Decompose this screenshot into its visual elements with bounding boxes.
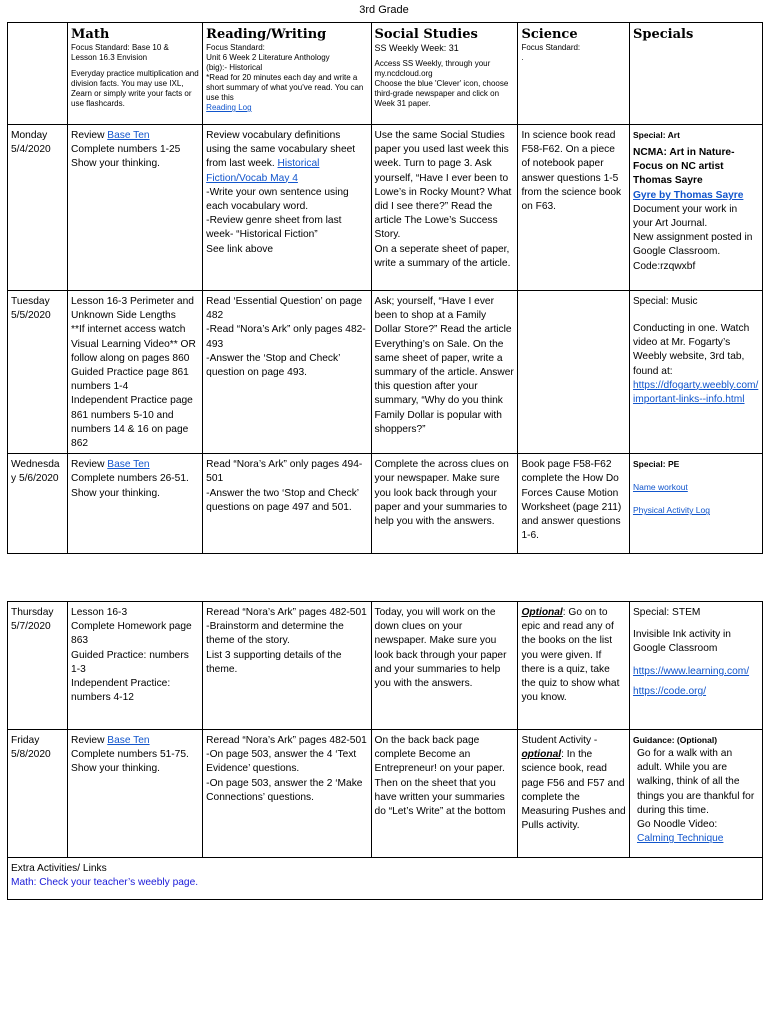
math-practice-note: Everyday practice multiplication and division facts. You may use IXL, Zearn or simply write your facts or use flashcards. <box>71 69 199 108</box>
social-task: Complete the across clues on your newspaper. Make sure you look back through your paper and your summaries to help you with the answers. <box>374 459 509 528</box>
specials-title: Specials <box>632 27 694 42</box>
historical-fiction-vocab-link[interactable]: Historical Fiction/Vocab May 4 <box>206 158 320 184</box>
social-cell-monday <box>371 125 518 291</box>
math-task: Show your thinking. <box>71 487 160 499</box>
reading-task: -Review genre sheet from last week- “Historical Fiction” <box>206 215 342 241</box>
math-task: Complete numbers 26-51. <box>71 473 189 485</box>
specials-task: Conducting in one. Watch video at Mr. Fogarty’s Weebly website, 3rd tab, found at: <box>632 323 750 377</box>
reading-task: Read “Nora’s Ark” only pages 494-501 <box>206 459 363 485</box>
table-row-tuesday <box>8 291 763 454</box>
reading-task: Reread “Nora’s Ark” pages 482-501 <box>206 735 367 746</box>
reading-task: -Answer the two ‘Stop and Check’ questions on page 497 and 501. <box>206 487 359 513</box>
social-task: On a seperate sheet of paper, write a summary of the article. <box>374 243 511 269</box>
extra-activities-title: Extra Activities/ Links <box>11 863 107 874</box>
day-name: Monday <box>11 130 48 141</box>
social-cell-tuesday <box>371 291 518 454</box>
extra-math-note: Math: Check your teacher’s weebly page. <box>11 877 199 889</box>
table-row-monday <box>8 125 763 291</box>
math-task: Complete Homework page 863 <box>71 621 192 647</box>
base-ten-link[interactable]: Base Ten <box>107 459 150 471</box>
specials-task: New assignment posted in Google Classroom. Code:rzqwxbf <box>632 232 753 272</box>
base-ten-link[interactable]: Base Ten <box>107 130 150 141</box>
day-date: 5/5/2020 <box>11 310 51 322</box>
science-standard: Focus Standard: <box>521 43 581 52</box>
specials-task: Go for a walk with an adult. While you are walking, think of all the things you are thankful for during this time. <box>636 748 755 816</box>
social-week: SS Weekly Week: 31 <box>374 43 459 53</box>
reading-header <box>203 23 371 125</box>
math-task: Guided Practice page 861 numbers 1-4 <box>71 367 189 393</box>
specials-cell-friday <box>629 730 762 858</box>
day-date: 5/6/2020 <box>18 473 59 485</box>
science-task: Student Activity - <box>521 735 598 746</box>
social-header <box>371 23 518 125</box>
learning-com-link[interactable]: https://www.learning.com/ <box>632 665 750 677</box>
reading-task: -On page 503, answer the 2 ‘Make Connections’ questions. <box>206 777 363 803</box>
math-cell-monday <box>68 125 203 291</box>
fogarty-weebly-link[interactable]: https://dfogarty.weebly.com/important-links--info.html <box>632 379 759 406</box>
math-cell-thursday <box>68 602 203 730</box>
math-lesson: Lesson 16.3 Envision <box>71 53 148 62</box>
social-cell-thursday <box>371 602 518 730</box>
social-access: Access SS Weekly, through your my.ncdcloud.org <box>374 59 491 78</box>
math-task: Show your thinking. <box>71 763 160 775</box>
social-task: Then on the sheet that you have written your summaries do “Let’s Write” at the bottom <box>374 777 506 818</box>
reading-cell-monday <box>203 125 371 291</box>
reading-task: Reread “Nora’s Ark” pages 482-501 <box>206 607 367 618</box>
science-cell-monday <box>518 125 630 291</box>
reading-task: Review vocabulary definitions using the same vocabulary sheet from last week. <box>206 130 356 170</box>
social-title: Social Studies <box>374 27 478 42</box>
science-cell-thursday <box>518 602 630 730</box>
calming-technique-link[interactable]: Calming Technique <box>636 833 724 845</box>
specials-cell-wednesday <box>629 454 762 554</box>
reading-task: List 3 supporting details of the theme. <box>206 649 342 675</box>
reading-task: Read ‘Essential Question’ on page 482 <box>206 296 363 322</box>
social-task: On the back back page complete Become an Entrepreneur! on your paper. <box>374 735 505 775</box>
day-name: Tuesday <box>11 296 50 307</box>
specials-label: Special: PE <box>632 459 680 470</box>
social-instructions: Choose the blue 'Clever' icon, choose third-grade newspaper and click on Week 31 paper. <box>374 79 509 108</box>
math-task: Lesson 16-3 <box>71 607 128 618</box>
reading-note: *Read for 20 minutes each day and write a short summary of what you've read. You can use this <box>206 73 364 102</box>
math-cell-tuesday <box>68 291 203 454</box>
day-date: 5/4/2020 <box>11 144 51 156</box>
reading-log-link[interactable]: Reading Log <box>206 103 252 112</box>
math-standard: Focus Standard: Base 10 & <box>71 43 169 52</box>
math-task: Guided Practice: numbers 1-3 <box>71 649 189 675</box>
reading-task: -On page 503, answer the 4 ‘Text Evidence’ questions. <box>206 749 357 775</box>
day-cell-thursday <box>8 602 68 730</box>
specials-task: Document your work in your Art Journal. <box>632 203 738 230</box>
math-header <box>68 23 203 125</box>
science-header <box>518 23 630 125</box>
science-cell-wednesday <box>518 454 630 554</box>
specials-title: NCMA: Art in Nature- Focus on NC artist Thomas Sayre <box>632 147 735 187</box>
reading-standard: Focus Standard: <box>206 43 265 52</box>
math-task: Independent Practice: numbers 4-12 <box>71 678 171 704</box>
corner-cell <box>8 23 68 125</box>
social-task: Ask; yourself, “Have I ever been to shop at a Family Dollar Store?” Read the article Everything’s on Sale. On the same sheet of paper, write a summary of the article. Answer this question after your summary, “Why do you think Family Dollar is popular with shoppers?” <box>374 296 514 435</box>
extra-activities-row <box>8 858 763 900</box>
physical-activity-log-link[interactable]: Physical Activity Log <box>632 505 710 516</box>
specials-label: Special: Music <box>632 296 698 307</box>
reading-task: -Read “Nora’s Ark” only pages 482-493 <box>206 324 366 350</box>
table-row-thursday <box>8 602 763 730</box>
reading-genre: (big):- Historical <box>206 63 263 72</box>
reading-task: -Brainstorm and determine the theme of the story. <box>206 621 344 647</box>
math-cell-friday <box>68 730 203 858</box>
page-title: 3rd Grade <box>359 4 409 16</box>
social-cell-wednesday <box>371 454 518 554</box>
science-cell-tuesday <box>518 291 630 454</box>
social-task: Today, you will work on the down clues on your newspaper. Make sure you look back through your paper and your summaries to help you with the answers. <box>374 607 507 690</box>
reading-unit: Unit 6 Week 2 Literature Anthology <box>206 53 330 62</box>
social-task: Use the same Social Studies paper you used last week this week. Turn to page 3. Ask yourself, “Have I ever been to Lowe’s in Rocky Mount? What did I see there?” Read the article The Lowe’s Success Story. <box>374 130 512 241</box>
gyre-link[interactable]: Gyre by Thomas Sayre <box>632 189 744 201</box>
header-row <box>8 23 763 125</box>
reading-cell-friday <box>203 730 371 858</box>
science-task: In science book read F58-F62. On a piece of notebook paper answer questions 1-5 from the science book on F63. <box>521 130 622 213</box>
specials-header <box>629 23 762 125</box>
science-task: : In the science book, read page F56 and F57 and complete the Measuring Pushes and Pulls activity. <box>521 749 626 832</box>
reading-task: See link above <box>206 243 274 255</box>
day-cell-monday <box>8 125 68 291</box>
base-ten-link[interactable]: Base Ten <box>107 735 150 746</box>
reading-cell-tuesday <box>203 291 371 454</box>
science-task: : Go on to epic and read any of the books on the list you were given. If there is a quiz, take the quiz to show what you know. <box>521 607 620 704</box>
social-cell-friday <box>371 730 518 858</box>
specials-label: Guidance: (Optional) <box>632 735 718 745</box>
science-title: Science <box>521 27 578 42</box>
math-task: Complete numbers 1-25 <box>71 144 181 156</box>
specials-cell-monday <box>629 125 762 291</box>
reading-title: Reading/Writing <box>206 27 327 42</box>
math-task: **If internet access watch Visual Learning Video** OR follow along on pages 860 <box>71 324 196 364</box>
lesson-plan-table-top <box>7 22 763 554</box>
reading-task: -Answer the ‘Stop and Check’ question on page 493. <box>206 352 340 379</box>
specials-label: Special: STEM <box>632 607 701 618</box>
reading-task: -Write your own sentence using each vocabulary word. <box>206 186 349 213</box>
day-cell-tuesday <box>8 291 68 454</box>
math-task: Complete numbers 51-75. <box>71 749 189 761</box>
specials-label: Special: Art <box>632 130 680 140</box>
science-cell-friday <box>518 730 630 858</box>
day-cell-wednesday <box>8 454 68 554</box>
day-date: 5/7/2020 <box>11 621 51 633</box>
math-task: Show your thinking. <box>71 158 160 170</box>
reading-cell-wednesday <box>203 454 371 554</box>
name-workout-link[interactable]: Name workout <box>632 482 688 493</box>
specials-cell-thursday <box>629 602 762 730</box>
math-review-text: Review <box>71 459 108 471</box>
math-title: Math <box>71 27 110 42</box>
day-name: Wednesda y <box>11 459 60 485</box>
math-cell-wednesday <box>68 454 203 554</box>
day-cell-friday <box>8 730 68 858</box>
table-row-friday <box>8 730 763 858</box>
optional-label: Optional <box>521 607 563 618</box>
day-date: 5/8/2020 <box>11 749 51 761</box>
specials-task: Invisible Ink activity in Google Classroom <box>632 629 731 655</box>
math-review-text: Review <box>71 130 108 141</box>
day-name: Thursday <box>11 607 54 618</box>
science-standard-value: . <box>521 53 524 62</box>
specials-task: Go Noodle Video: <box>636 819 718 831</box>
science-task: Book page F58-F62 complete the How Do Forces Cause Motion Worksheet (page 211) and answer questions 1-6. <box>521 459 622 542</box>
lesson-plan-table-bottom <box>7 601 763 900</box>
table-row-wednesday <box>8 454 763 554</box>
math-task: Independent Practice page 861 numbers 5-10 and numbers 14 & 16 on page 862 <box>71 395 193 450</box>
code-org-link[interactable]: https://code.org/ <box>632 685 707 697</box>
math-task: Lesson 16-3 Perimeter and Unknown Side Lengths <box>71 296 194 322</box>
day-name: Friday <box>11 735 40 746</box>
math-review-text: Review <box>71 735 108 746</box>
optional-label: optional <box>521 749 562 761</box>
reading-cell-thursday <box>203 602 371 730</box>
specials-cell-tuesday <box>629 291 762 454</box>
extra-activities-cell <box>8 858 763 900</box>
